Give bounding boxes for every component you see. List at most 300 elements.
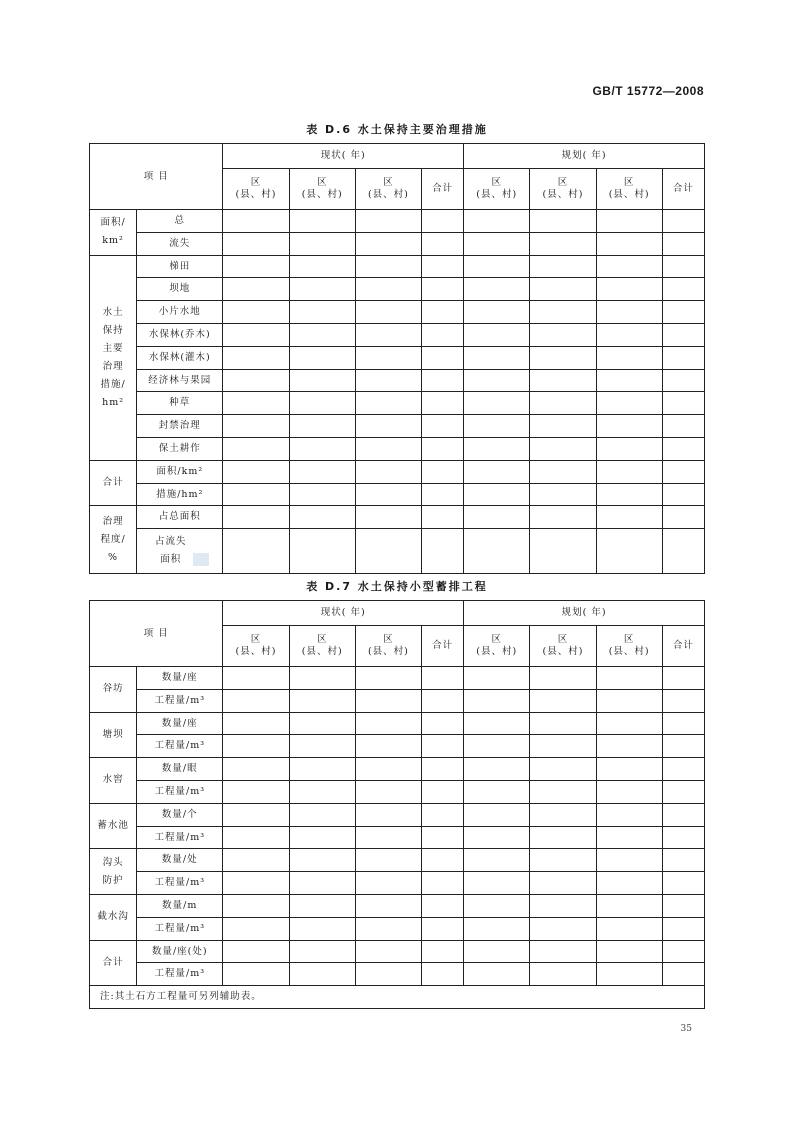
empty-cell[interactable] [422, 803, 464, 826]
empty-cell[interactable] [289, 826, 355, 849]
empty-cell[interactable] [596, 278, 662, 301]
empty-cell[interactable] [223, 803, 289, 826]
county-village-label: (县、村) [608, 646, 650, 657]
header-row [90, 601, 705, 626]
empty-cell[interactable] [596, 849, 662, 872]
empty-cell[interactable] [422, 780, 464, 803]
empty-cell[interactable] [355, 255, 421, 278]
empty-cell[interactable] [530, 437, 596, 460]
group-label-line: 治理 [102, 515, 124, 527]
empty-cell[interactable] [289, 963, 355, 986]
district-header [223, 169, 289, 210]
empty-cell[interactable] [289, 735, 355, 758]
empty-cell[interactable] [355, 963, 421, 986]
header-row [90, 144, 705, 169]
empty-cell[interactable] [464, 210, 530, 233]
empty-cell[interactable] [596, 735, 662, 758]
empty-cell[interactable] [355, 667, 421, 690]
empty-cell[interactable] [464, 301, 530, 324]
empty-cell[interactable] [422, 392, 464, 415]
empty-cell[interactable] [223, 278, 289, 301]
empty-cell[interactable] [596, 415, 662, 438]
group-label-line: 蓄水池 [97, 820, 129, 832]
district-label: 区 [623, 177, 635, 189]
empty-cell[interactable] [422, 963, 464, 986]
empty-cell[interactable] [662, 689, 704, 712]
empty-cell[interactable] [662, 255, 704, 278]
empty-cell[interactable] [289, 301, 355, 324]
table-row [90, 667, 705, 690]
row-label: 流失 [137, 232, 223, 255]
empty-cell[interactable] [355, 872, 421, 895]
empty-cell[interactable] [355, 301, 421, 324]
empty-cell[interactable] [422, 529, 464, 574]
empty-cell[interactable] [289, 210, 355, 233]
empty-cell[interactable] [289, 712, 355, 735]
empty-cell[interactable] [355, 392, 421, 415]
empty-cell[interactable] [422, 506, 464, 529]
empty-cell[interactable] [530, 894, 596, 917]
empty-cell[interactable] [223, 963, 289, 986]
row-label: 工程量/m³ [137, 826, 223, 849]
empty-cell[interactable] [464, 780, 530, 803]
row-label: 经济林与果园 [137, 369, 223, 392]
empty-cell[interactable] [596, 210, 662, 233]
empty-cell[interactable] [422, 483, 464, 506]
group-label-line: km² [102, 235, 124, 247]
empty-cell[interactable] [596, 483, 662, 506]
empty-cell[interactable] [464, 369, 530, 392]
empty-cell[interactable] [530, 735, 596, 758]
empty-cell[interactable] [223, 483, 289, 506]
empty-cell[interactable] [596, 963, 662, 986]
table-row [90, 301, 705, 324]
empty-cell[interactable] [596, 529, 662, 574]
row-label: 数量/个 [137, 803, 223, 826]
empty-cell[interactable] [530, 689, 596, 712]
empty-cell[interactable] [530, 369, 596, 392]
empty-cell[interactable] [223, 826, 289, 849]
current-status-header: 现状( 年) [223, 601, 464, 626]
empty-cell[interactable] [223, 346, 289, 369]
empty-cell[interactable] [223, 735, 289, 758]
empty-cell[interactable] [464, 323, 530, 346]
empty-cell[interactable] [464, 529, 530, 574]
county-village-label: (县、村) [235, 646, 277, 657]
empty-cell[interactable] [289, 917, 355, 940]
group-label [90, 849, 137, 895]
empty-cell[interactable] [464, 758, 530, 781]
empty-cell[interactable] [223, 369, 289, 392]
empty-cell[interactable] [530, 415, 596, 438]
empty-cell[interactable] [662, 849, 704, 872]
empty-cell[interactable] [422, 826, 464, 849]
empty-cell[interactable] [422, 369, 464, 392]
total-header: 合计 [662, 169, 704, 210]
empty-cell[interactable] [289, 780, 355, 803]
empty-cell[interactable] [662, 210, 704, 233]
empty-cell[interactable] [530, 346, 596, 369]
empty-cell[interactable] [596, 506, 662, 529]
district-header [596, 626, 662, 667]
empty-cell[interactable] [223, 849, 289, 872]
empty-cell[interactable] [289, 872, 355, 895]
empty-cell[interactable] [662, 232, 704, 255]
empty-cell[interactable] [422, 301, 464, 324]
empty-cell[interactable] [422, 758, 464, 781]
empty-cell[interactable] [530, 872, 596, 895]
empty-cell[interactable] [662, 894, 704, 917]
table-note: 注:其土石方工程量可另列辅助表。 [90, 986, 705, 1009]
row-label: 工程量/m³ [137, 963, 223, 986]
empty-cell[interactable] [530, 803, 596, 826]
empty-cell[interactable] [289, 232, 355, 255]
group-label-line: 塘坝 [102, 728, 124, 740]
group-label-line: hm² [102, 396, 125, 408]
group-label-line: 措施/ [100, 378, 126, 390]
group-label [90, 940, 137, 986]
empty-cell[interactable] [596, 460, 662, 483]
table-row [90, 780, 705, 803]
empty-cell[interactable] [596, 346, 662, 369]
empty-cell[interactable] [223, 506, 289, 529]
empty-cell[interactable] [596, 667, 662, 690]
empty-cell[interactable] [596, 780, 662, 803]
empty-cell[interactable] [289, 392, 355, 415]
empty-cell[interactable] [223, 323, 289, 346]
empty-cell[interactable] [596, 689, 662, 712]
empty-cell[interactable] [662, 667, 704, 690]
empty-cell[interactable] [289, 667, 355, 690]
empty-cell[interactable] [422, 735, 464, 758]
row-label: 工程量/m³ [137, 917, 223, 940]
empty-cell[interactable] [662, 323, 704, 346]
table-row [90, 689, 705, 712]
empty-cell[interactable] [596, 392, 662, 415]
empty-cell[interactable] [464, 278, 530, 301]
empty-cell[interactable] [223, 255, 289, 278]
empty-cell[interactable] [596, 437, 662, 460]
empty-cell[interactable] [355, 849, 421, 872]
empty-cell[interactable] [422, 667, 464, 690]
group-label [90, 758, 137, 804]
empty-cell[interactable] [422, 210, 464, 233]
empty-cell[interactable] [223, 232, 289, 255]
empty-cell[interactable] [355, 529, 421, 574]
empty-cell[interactable] [662, 529, 704, 574]
empty-cell[interactable] [223, 758, 289, 781]
empty-cell[interactable] [223, 667, 289, 690]
empty-cell[interactable] [464, 483, 530, 506]
empty-cell[interactable] [596, 826, 662, 849]
empty-cell[interactable] [530, 826, 596, 849]
table-row [90, 712, 705, 735]
empty-cell[interactable] [289, 483, 355, 506]
empty-cell[interactable] [464, 894, 530, 917]
empty-cell[interactable] [530, 849, 596, 872]
table-row [90, 278, 705, 301]
county-village-label: (县、村) [542, 189, 584, 200]
empty-cell[interactable] [422, 849, 464, 872]
empty-cell[interactable] [530, 917, 596, 940]
empty-cell[interactable] [422, 415, 464, 438]
group-label-line: 防护 [102, 874, 124, 886]
empty-cell[interactable] [464, 255, 530, 278]
empty-cell[interactable] [289, 415, 355, 438]
empty-cell[interactable] [464, 940, 530, 963]
empty-cell[interactable] [422, 689, 464, 712]
empty-cell[interactable] [596, 872, 662, 895]
empty-cell[interactable] [596, 940, 662, 963]
empty-cell[interactable] [464, 917, 530, 940]
empty-cell[interactable] [662, 940, 704, 963]
empty-cell[interactable] [355, 232, 421, 255]
empty-cell[interactable] [596, 232, 662, 255]
empty-cell[interactable] [464, 437, 530, 460]
empty-cell[interactable] [422, 940, 464, 963]
empty-cell[interactable] [422, 894, 464, 917]
group-label-line: 治理 [102, 360, 124, 372]
row-label: 梯田 [137, 255, 223, 278]
empty-cell[interactable] [530, 278, 596, 301]
empty-cell[interactable] [223, 894, 289, 917]
empty-cell[interactable] [530, 210, 596, 233]
empty-cell[interactable] [464, 735, 530, 758]
empty-cell[interactable] [464, 872, 530, 895]
empty-cell[interactable] [355, 369, 421, 392]
empty-cell[interactable] [289, 437, 355, 460]
empty-cell[interactable] [530, 392, 596, 415]
empty-cell[interactable] [355, 940, 421, 963]
empty-cell[interactable] [596, 803, 662, 826]
district-label: 区 [316, 177, 328, 189]
empty-cell[interactable] [662, 963, 704, 986]
empty-cell[interactable] [223, 529, 289, 574]
row-label-text: 占流失 面积 [155, 536, 187, 566]
empty-cell[interactable] [596, 255, 662, 278]
empty-cell[interactable] [223, 437, 289, 460]
row-label: 坝地 [137, 278, 223, 301]
empty-cell[interactable] [289, 460, 355, 483]
empty-cell[interactable] [289, 758, 355, 781]
table-d7 [89, 600, 705, 1009]
empty-cell[interactable] [596, 758, 662, 781]
empty-cell[interactable] [289, 278, 355, 301]
empty-cell[interactable] [530, 232, 596, 255]
empty-cell[interactable] [422, 712, 464, 735]
empty-cell[interactable] [355, 323, 421, 346]
empty-cell[interactable] [464, 963, 530, 986]
empty-cell[interactable] [464, 415, 530, 438]
empty-cell[interactable] [662, 917, 704, 940]
empty-cell[interactable] [223, 415, 289, 438]
empty-cell[interactable] [289, 323, 355, 346]
empty-cell[interactable] [355, 758, 421, 781]
empty-cell[interactable] [662, 803, 704, 826]
table-row [90, 437, 705, 460]
table-row [90, 506, 705, 529]
district-header [464, 626, 530, 667]
empty-cell[interactable] [289, 529, 355, 574]
row-label [137, 529, 223, 574]
empty-cell[interactable] [422, 278, 464, 301]
empty-cell[interactable] [355, 826, 421, 849]
table-row [90, 210, 705, 233]
empty-cell[interactable] [464, 460, 530, 483]
empty-cell[interactable] [223, 940, 289, 963]
empty-cell[interactable] [355, 689, 421, 712]
empty-cell[interactable] [289, 894, 355, 917]
table-row [90, 323, 705, 346]
empty-cell[interactable] [530, 483, 596, 506]
empty-cell[interactable] [289, 849, 355, 872]
empty-cell[interactable] [355, 460, 421, 483]
empty-cell[interactable] [530, 667, 596, 690]
empty-cell[interactable] [223, 460, 289, 483]
table-row [90, 849, 705, 872]
empty-cell[interactable] [422, 872, 464, 895]
empty-cell[interactable] [530, 255, 596, 278]
county-village-label: (县、村) [476, 646, 518, 657]
row-label: 小片水地 [137, 301, 223, 324]
empty-cell[interactable] [422, 917, 464, 940]
table-row [90, 392, 705, 415]
empty-cell[interactable] [596, 323, 662, 346]
empty-cell[interactable] [464, 826, 530, 849]
empty-cell[interactable] [464, 346, 530, 369]
empty-cell[interactable] [422, 346, 464, 369]
empty-cell[interactable] [464, 849, 530, 872]
table-row [90, 963, 705, 986]
empty-cell[interactable] [662, 278, 704, 301]
empty-cell[interactable] [422, 255, 464, 278]
empty-cell[interactable] [289, 369, 355, 392]
group-label-line: 水窖 [102, 774, 124, 786]
district-header [289, 626, 355, 667]
empty-cell[interactable] [422, 460, 464, 483]
row-label: 占总面积 [137, 506, 223, 529]
empty-cell[interactable] [530, 506, 596, 529]
empty-cell[interactable] [355, 735, 421, 758]
empty-cell[interactable] [596, 301, 662, 324]
empty-cell[interactable] [464, 392, 530, 415]
empty-cell[interactable] [355, 483, 421, 506]
empty-cell[interactable] [662, 415, 704, 438]
empty-cell[interactable] [530, 301, 596, 324]
group-label [90, 255, 137, 460]
empty-cell[interactable] [662, 872, 704, 895]
empty-cell[interactable] [662, 369, 704, 392]
empty-cell[interactable] [662, 437, 704, 460]
empty-cell[interactable] [223, 712, 289, 735]
empty-cell[interactable] [662, 346, 704, 369]
empty-cell[interactable] [422, 437, 464, 460]
empty-cell[interactable] [355, 712, 421, 735]
empty-cell[interactable] [596, 917, 662, 940]
empty-cell[interactable] [355, 917, 421, 940]
empty-cell[interactable] [530, 460, 596, 483]
empty-cell[interactable] [355, 437, 421, 460]
row-label: 总 [137, 210, 223, 233]
empty-cell[interactable] [530, 940, 596, 963]
empty-cell[interactable] [530, 529, 596, 574]
empty-cell[interactable] [223, 689, 289, 712]
empty-cell[interactable] [662, 483, 704, 506]
empty-cell[interactable] [223, 917, 289, 940]
empty-cell[interactable] [289, 255, 355, 278]
empty-cell[interactable] [530, 758, 596, 781]
empty-cell[interactable] [223, 872, 289, 895]
table-row [90, 460, 705, 483]
empty-cell[interactable] [355, 780, 421, 803]
empty-cell[interactable] [422, 232, 464, 255]
empty-cell[interactable] [464, 689, 530, 712]
empty-cell[interactable] [662, 735, 704, 758]
district-label: 区 [557, 634, 569, 646]
empty-cell[interactable] [596, 369, 662, 392]
empty-cell[interactable] [289, 346, 355, 369]
row-label: 数量/眼 [137, 758, 223, 781]
empty-cell[interactable] [289, 506, 355, 529]
empty-cell[interactable] [662, 460, 704, 483]
empty-cell[interactable] [464, 712, 530, 735]
empty-cell[interactable] [464, 803, 530, 826]
empty-cell[interactable] [355, 278, 421, 301]
empty-cell[interactable] [464, 506, 530, 529]
empty-cell[interactable] [355, 415, 421, 438]
empty-cell[interactable] [662, 826, 704, 849]
group-label-line: 程度/ [100, 533, 126, 545]
empty-cell[interactable] [596, 712, 662, 735]
empty-cell[interactable] [422, 323, 464, 346]
empty-cell[interactable] [289, 940, 355, 963]
table-row [90, 346, 705, 369]
empty-cell[interactable] [289, 689, 355, 712]
county-village-label: (县、村) [542, 646, 584, 657]
empty-cell[interactable] [596, 894, 662, 917]
empty-cell[interactable] [530, 323, 596, 346]
group-label-line: 水土 [102, 306, 124, 318]
group-label-line: 截水沟 [97, 911, 129, 923]
empty-cell[interactable] [355, 803, 421, 826]
empty-cell[interactable] [289, 803, 355, 826]
empty-cell[interactable] [662, 758, 704, 781]
empty-cell[interactable] [223, 210, 289, 233]
empty-cell[interactable] [662, 506, 704, 529]
empty-cell[interactable] [355, 346, 421, 369]
district-header [223, 626, 289, 667]
empty-cell[interactable] [530, 712, 596, 735]
empty-cell[interactable] [355, 210, 421, 233]
empty-cell[interactable] [464, 232, 530, 255]
empty-cell[interactable] [355, 894, 421, 917]
empty-cell[interactable] [223, 780, 289, 803]
county-village-label: (县、村) [367, 646, 409, 657]
empty-cell[interactable] [662, 712, 704, 735]
empty-cell[interactable] [355, 506, 421, 529]
empty-cell[interactable] [223, 392, 289, 415]
empty-cell[interactable] [662, 780, 704, 803]
empty-cell[interactable] [464, 667, 530, 690]
empty-cell[interactable] [530, 963, 596, 986]
district-label: 区 [316, 634, 328, 646]
empty-cell[interactable] [662, 301, 704, 324]
table-row [90, 415, 705, 438]
district-header [530, 626, 596, 667]
empty-cell[interactable] [530, 780, 596, 803]
empty-cell[interactable] [662, 392, 704, 415]
empty-cell[interactable] [223, 301, 289, 324]
